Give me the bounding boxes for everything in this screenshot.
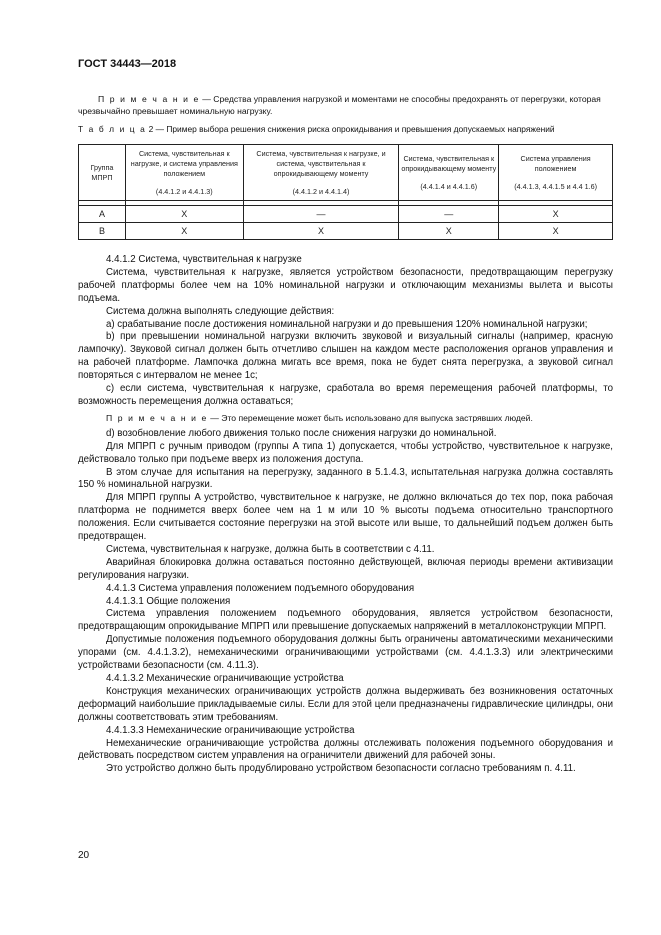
table-cell: B: [79, 223, 126, 240]
note-2-label: П р и м е ч а н и е: [106, 412, 208, 423]
list-item: d) возобновление любого движения только после снижения нагрузки до номинальной.: [106, 427, 497, 439]
table-header-row: [79, 145, 613, 201]
paragraph: В этом случае для испытания на перегрузку, заданного в 5.1.4.3, испытательная нагрузка должна составлять 150 % номинальной нагрузки.: [78, 466, 613, 491]
page-number: 20: [78, 850, 90, 861]
note-1-text: — Средства управления нагрузкой и моментами не способны предохранять от перегрузки, которая чрезвычайно превышает номинальную нагрузку.: [78, 94, 601, 116]
note-2: [78, 412, 613, 425]
list-item: b) при превышении номинальной нагрузки включить звуковой и визуальный сигналы (например, красную лампочку). Звуковой сигнал должен быть отчетливо слышен на каждом месте расположения органов управления и на рабочей платформе. Лампочка должна мигать все время, пока не будет снята перегрузка, а звуковой сигнал повторяться с интервалом не менее 1с;: [78, 331, 613, 382]
table-2-caption-text: 2 — Пример выбора решения снижения риска опрокидывания и превышения допускаемых напряжений: [146, 124, 555, 134]
note-1-label: П р и м е ч а н и е: [98, 94, 200, 104]
paragraph: Система, чувствительная к нагрузке, должна быть в соответствии с 4.11.: [106, 543, 435, 555]
table-header-cell: Система, чувствительная к нагрузке, и система управления положением (4.4.1.2 и 4.4.1.3): [125, 145, 243, 201]
note-1: [78, 93, 613, 117]
paragraph: Для МПРП группы A устройство, чувствительное к нагрузке, не должно включаться до тех пор, пока рабочая платформа не поднимется вверх более чем на 1 м или 10 % высоты подъема относительно транспортного положения. Если считывается состояние перегрузки на этой высоте или выше, то дальнейший подъем должен быть предотвращен.: [78, 492, 613, 543]
table-cell: X: [125, 206, 243, 223]
document-code: ГОСТ 34443—2018: [78, 58, 177, 70]
table-cell: X: [125, 223, 243, 240]
table-2: [78, 144, 613, 240]
paragraph: Система должна выполнять следующие действия:: [106, 305, 335, 317]
paragraph: Система управления положением подъемного оборудования, является устройством безопасности, предотвращающим опрокидывание МПРП или превышение допускаемых напряжений в металлоконструкции МПРП.: [78, 608, 613, 633]
table-cell: A: [79, 206, 126, 223]
table-header-cell: Система управления положением (4.4.1.3, 4.4.1.5 и 4.4 1.6): [499, 145, 613, 201]
paragraph: Для МПРП с ручным приводом (группы A типа 1) допускается, чтобы устройство, чувствительное к нагрузке, действовало только при подъеме вверх из положения доступа.: [78, 440, 613, 465]
table-cell: X: [499, 206, 613, 223]
table-header-cell: Система, чувствительная к опрокидывающему моменту (4.4.1.4 и 4.4.1.6): [399, 145, 499, 201]
paragraph: Это устройство должно быть продублировано устройством безопасности согласно требованиям п. 4.11.: [106, 763, 576, 775]
paragraph: Система, чувствительная к нагрузке, является устройством безопасности, предотвращающим перегрузку рабочей платформы более чем на 10% номинальной нагрузки и отключающим механизмы вылета и высоты подъема.: [78, 266, 613, 304]
table-header-cell: Группа МПРП: [79, 145, 126, 201]
paragraph: Конструкция механических ограничивающих устройств должна выдерживать без возникновения остаточных деформаций наибольшие прикладываемые силы. Если для этой цели предназначены гидравлические цилиндры, они должны соответствовать этим требованиям.: [78, 685, 613, 723]
section-heading: 4.4.1.3 Система управления положением подъемного оборудования: [106, 582, 415, 594]
table-2-caption-label: Т а б л и ц а: [78, 124, 147, 134]
body-text: [78, 254, 613, 776]
table-cell: X: [243, 223, 399, 240]
note-2-text: — Это перемещение может быть использовано для выпуска застрявших людей.: [207, 412, 533, 423]
table-2-caption: [78, 124, 618, 134]
list-item: c) если система, чувствительная к нагрузке, сработала во время перемещения рабочей платформы, то возможность перемещения должна оставаться;: [78, 383, 613, 407]
table-cell: X: [499, 223, 613, 240]
table-header-cell: Система, чувствительная к нагрузке, и система, чувствительная к опрокидывающему моменту (4.4.1.2 и 4.4.1.4): [243, 145, 399, 201]
section-heading: 4.4.1.3.3 Немеханические ограничивающие устройства: [106, 724, 355, 736]
paragraph: Аварийная блокировка должна оставаться постоянно действующей, включая периоды времени активизации регулирования нагрузки.: [78, 556, 613, 581]
table-cell: —: [399, 206, 499, 223]
table-row: [79, 223, 613, 240]
section-heading: 4.4.1.2 Система, чувствительная к нагрузке: [106, 254, 302, 265]
section-heading: 4.4.1.3.2 Механические ограничивающие устройства: [106, 673, 344, 684]
paragraph: Допустимые положения подъемного оборудования должны быть ограничены автоматическими механическими упорами (см. 4.4.1.3.2), немеханическими ограничивающими устройствами (см. 4.4.1.3.3) или электрическими устройствами безопасности (см. 4.11.3).: [78, 634, 613, 672]
list-item: a) срабатывание после достижения номинальной нагрузки и до превышения 120% номинальной нагрузки;: [106, 318, 588, 330]
paragraph: Немеханические ограничивающие устройства должны отслеживать положения подъемного оборудования и действовать посредством систем управления на ограничители движений для рабочей зоны.: [78, 737, 613, 762]
section-heading: 4.4.1.3.1 Общие положения: [106, 595, 231, 607]
table-cell: X: [399, 223, 499, 240]
table-cell: —: [243, 206, 399, 223]
table-row: [79, 206, 613, 223]
